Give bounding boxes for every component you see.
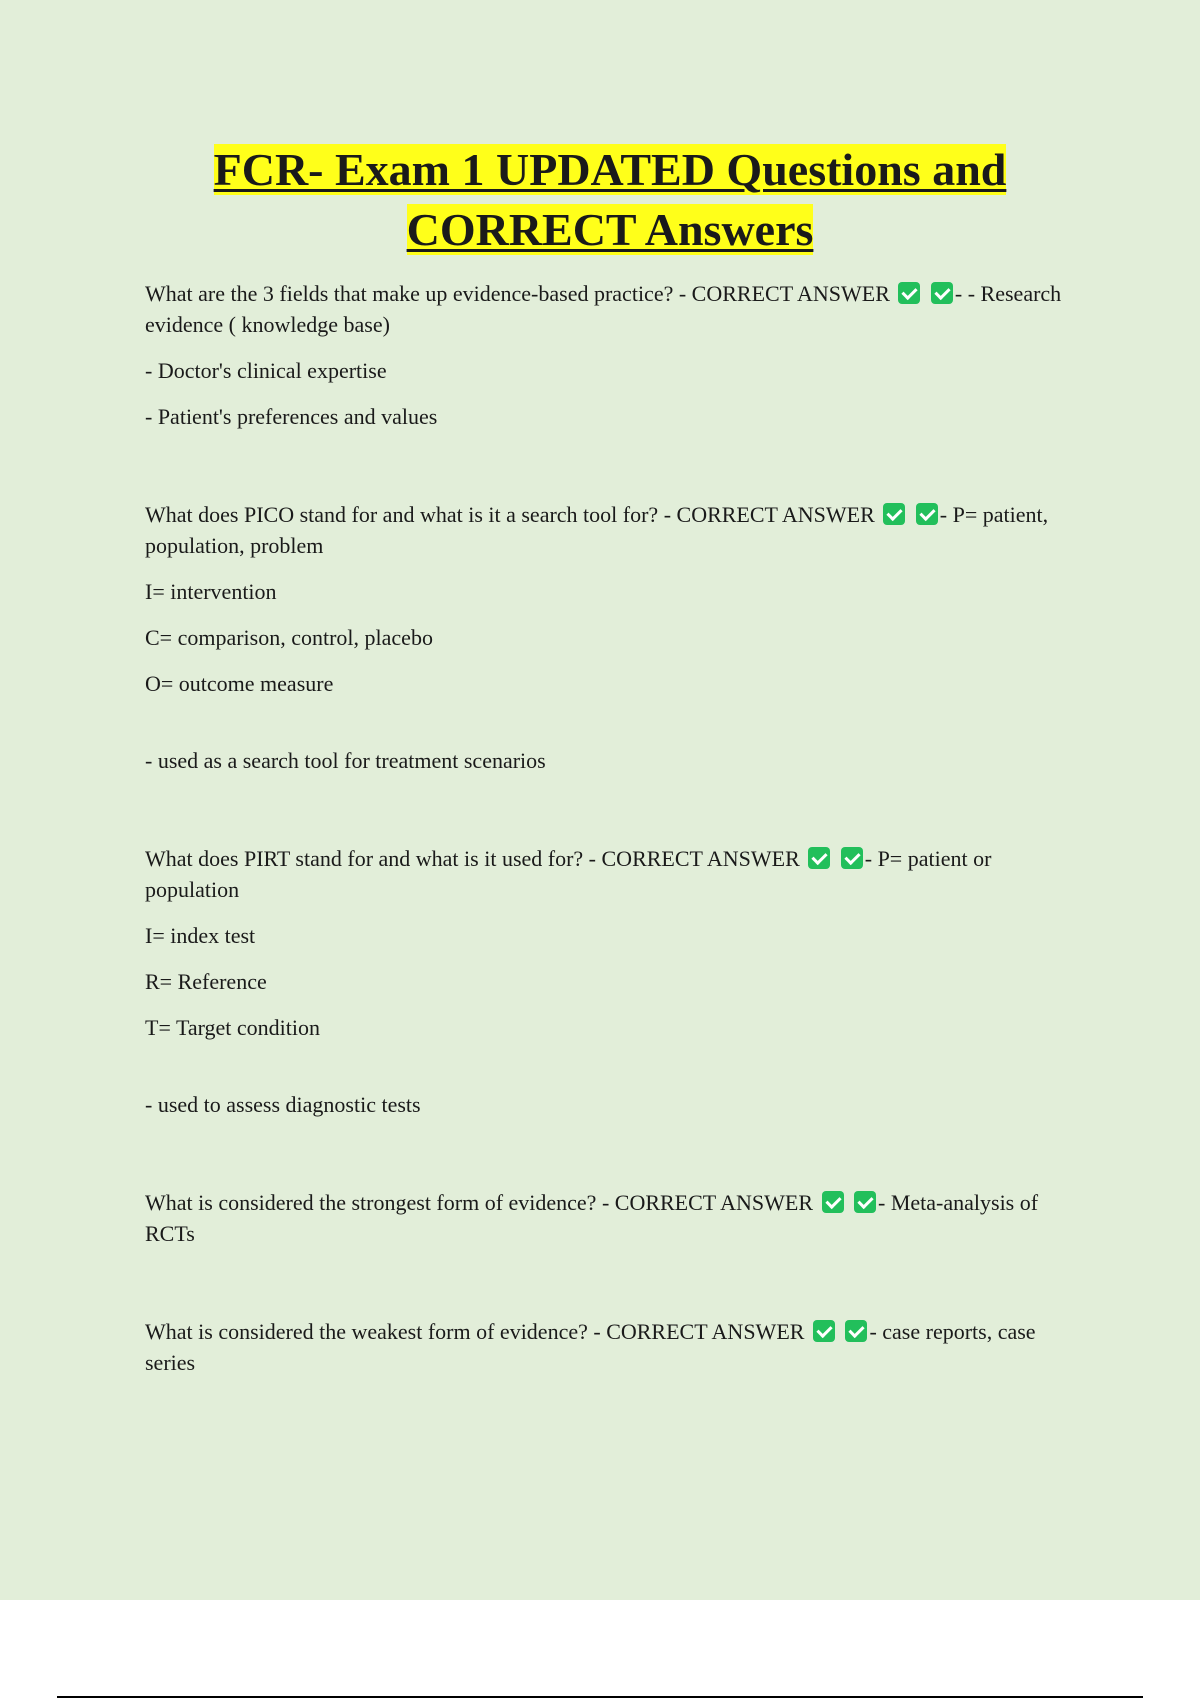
answer-5-text: - case reports, case series	[145, 1319, 1036, 1375]
green-checkmark-icon	[845, 1320, 867, 1342]
title-line-2: CORRECT Answers	[406, 204, 814, 255]
question-4	[145, 1187, 1075, 1249]
question-2-text: What does PICO stand for and what is it a search tool for? - CORRECT ANSWER	[145, 502, 875, 527]
spacer	[145, 1058, 1075, 1089]
spacer	[145, 791, 1075, 843]
document-title	[145, 140, 1075, 260]
answer-3-line-3: T= Target condition	[145, 1015, 321, 1040]
question-3	[145, 843, 1075, 905]
green-checkmark-icon	[883, 503, 905, 525]
spacer	[145, 1264, 1075, 1316]
spacer	[145, 1135, 1075, 1187]
answer-3-line-1: I= index test	[145, 923, 256, 948]
answer-3-text: - P= patient or population	[145, 846, 992, 902]
green-checkmark-icon	[931, 282, 953, 304]
answer-2-line-2: C= comparison, control, placebo	[145, 625, 433, 650]
green-checkmark-icon	[841, 847, 863, 869]
answer-3-note: - used to assess diagnostic tests	[145, 1092, 421, 1117]
answer-1-line-2: - Patient's preferences and values	[145, 404, 438, 429]
spacer	[145, 714, 1075, 745]
answer-2-line-1: I= intervention	[145, 579, 277, 604]
green-checkmark-icon	[808, 847, 830, 869]
green-checkmark-icon	[898, 282, 920, 304]
answer-1-line-1: - Doctor's clinical expertise	[145, 358, 387, 383]
question-1	[145, 278, 1075, 340]
green-checkmark-icon	[813, 1320, 835, 1342]
green-checkmark-icon	[822, 1191, 844, 1213]
spacer	[145, 447, 1075, 499]
answer-2-note: - used as a search tool for treatment scenarios	[145, 748, 546, 773]
question-5	[145, 1316, 1075, 1378]
question-3-text: What does PIRT stand for and what is it used for? - CORRECT ANSWER	[145, 846, 800, 871]
green-checkmark-icon	[854, 1191, 876, 1213]
footer-divider	[57, 1696, 1143, 1698]
title-line-1: FCR- Exam 1 UPDATED Questions and	[213, 144, 1007, 195]
answer-3-line-2: R= Reference	[145, 969, 267, 994]
question-5-text: What is considered the weakest form of evidence? - CORRECT ANSWER	[145, 1319, 805, 1344]
question-1-text: What are the 3 fields that make up evidence-based practice? - CORRECT ANSWER	[145, 281, 890, 306]
question-4-text: What is considered the strongest form of evidence? - CORRECT ANSWER	[145, 1190, 814, 1215]
document-body	[145, 140, 1075, 1393]
question-2	[145, 499, 1075, 561]
answer-4-text: - Meta-analysis of RCTs	[145, 1190, 1039, 1246]
answer-1-text: - - Research evidence ( knowledge base)	[145, 281, 1062, 337]
answer-2-line-3: O= outcome measure	[145, 671, 334, 696]
answer-2-text: - P= patient, population, problem	[145, 502, 1049, 558]
green-checkmark-icon	[916, 503, 938, 525]
